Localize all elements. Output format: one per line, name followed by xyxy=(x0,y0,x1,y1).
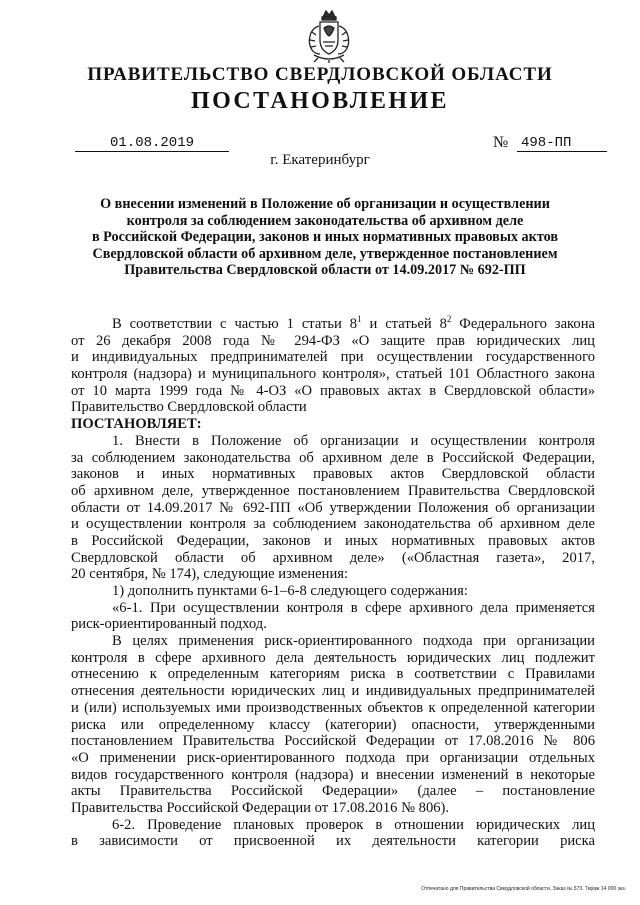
document-type: ПОСТАНОВЛЕНИЕ xyxy=(191,88,449,114)
paragraph-line: 20 сентября, № 174), следующие изменения: xyxy=(71,566,349,583)
title-line: Свердловской области об архивном деле, утвержденное постановлением xyxy=(92,245,558,262)
intro-line: от 26 декабря 2008 года № 294-ФЗ «О защите прав юридических лиц xyxy=(71,332,595,349)
paragraph-line: 6-2. Проведение плановых проверок в отношении юридических лиц xyxy=(112,816,595,833)
intro-line: контроля (надзора) и муниципального контроля», статьей 101 Областного закона xyxy=(71,366,595,383)
paragraph-line: и осуществлении контроля за соблюдением законодательства об архивном деле xyxy=(71,516,595,533)
paragraph-line: Свердловской области об архивном деле» («Областная газета», 2017, xyxy=(71,549,595,566)
paragraph-line: в зависимости от присвоенной их деятельности категории риска xyxy=(71,833,595,850)
paragraph-line: видов государственного контроля (надзора) и внесении изменений в некоторые xyxy=(71,766,595,783)
paragraph-line: области от 14.09.2017 № 692-ПП «Об утверждении Положения об организации xyxy=(71,499,595,516)
print-footer: Отпечатано для Правительства Свердловской области. Заказ № 573. Тираж 14 000 экз. xyxy=(421,886,626,892)
paragraph-line: законов и иных нормативных правовых актов Свердловской области xyxy=(71,466,595,483)
paragraph-line: постановлением Правительства Российской Федерации от 17.08.2016 № 806 xyxy=(71,733,595,750)
title-line: Правительства Свердловской области от 14.09.2017 № 692-ПП xyxy=(124,262,526,279)
paragraph-line: 1) дополнить пунктами 6-1–6-8 следующего содержания: xyxy=(112,583,468,599)
document-date: 01.08.2019 xyxy=(75,136,229,152)
paragraph-line: и (или) используемых ими производственных объектов к определенной категории xyxy=(71,699,595,716)
paragraph-line: отнесению к определенным категориям риска в соответствии с Правилами xyxy=(71,666,595,683)
paragraph-line: за соблюдением законодательства об архивном деле в Российской Федерации, xyxy=(71,449,595,466)
paragraph-line: Правительства Российской Федерации от 17.08.2016 № 806). xyxy=(71,799,450,816)
government-name: ПРАВИТЕЛЬСТВО СВЕРДЛОВСКОЙ ОБЛАСТИ xyxy=(87,64,553,85)
title-line: О внесении изменений в Положение об организации и осуществлении xyxy=(100,196,550,212)
title-line: контроля за соблюдением законодательства об архивном деле xyxy=(126,212,524,229)
paragraph-line: об архивном деле, утвержденное постановлением Правительства Свердловской xyxy=(71,482,595,499)
paragraph-line: риск-ориентированный подход. xyxy=(71,616,267,633)
document-body xyxy=(71,316,595,850)
intro-line: В соответствии с частью 1 статьи $8^1$ и статьей $8^2$ Федерального закона xyxy=(112,314,595,332)
paragraph-line: 1. Внести в Положение об организации и осуществлении контроля xyxy=(112,432,595,449)
title-line: в Российской Федерации, законов и иных нормативных правовых актов xyxy=(91,229,559,246)
paragraph-line: отнесения деятельности юридических лиц и индивидуальных предпринимателей xyxy=(71,683,595,700)
intro-line: от 10 марта 1999 года № 4-ОЗ «О правовых актах в Свердловской области» xyxy=(71,382,595,399)
paragraph-line: в Российской Федерации, законов и иных нормативных правовых актов xyxy=(71,532,595,549)
number-sign: № xyxy=(493,134,509,151)
intro-line: и индивидуальных предпринимателей при осуществлении государственного xyxy=(71,349,595,366)
paragraph-line: акты Правительства Российской Федерации» (далее – постановление xyxy=(71,783,595,800)
intro-line: Правительство Свердловской области xyxy=(71,399,307,416)
decree-heading: ПОСТАНОВЛЯЕТ: xyxy=(71,416,202,433)
document-city: г. Екатеринбург xyxy=(270,152,370,168)
paragraph-line: риска или определенному классу (категории) опасности, утвержденными xyxy=(71,716,595,733)
paragraph-line: «О применении риск-ориентированного подхода при организации отдельных xyxy=(71,749,595,766)
coat-of-arms-icon xyxy=(304,8,354,64)
paragraph-line: «6-1. При осуществлении контроля в сфере архивного дела применяется xyxy=(112,599,595,616)
document-title xyxy=(60,196,590,279)
paragraph-line: В целях применения риск-ориентированного подхода при организации xyxy=(112,633,595,650)
paragraph-line: контроля в сфере архивного дела деятельность юридических лиц подлежит xyxy=(71,649,595,666)
document-number: 498-ПП xyxy=(517,136,607,152)
